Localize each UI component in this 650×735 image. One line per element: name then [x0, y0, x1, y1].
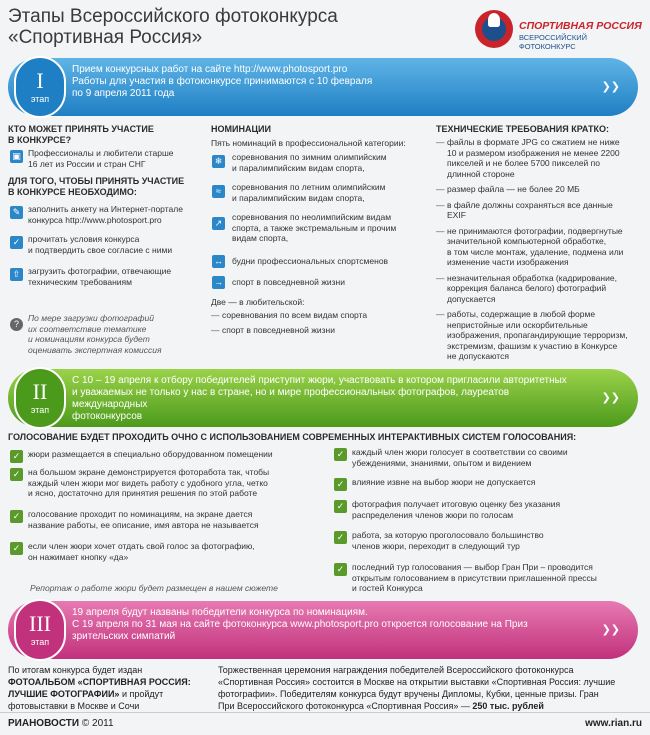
tech-heading: ТЕХНИЧЕСКИЕ ТРЕБОВАНИЯ КРАТКО:	[436, 124, 609, 134]
stage-3-text: 19 апреля будут названы победители конкурса по номинациям. С 19 апреля по 31 мая на сайте фотоконкурса www.photosport.pro откроется голосование на Приз зрительских симпатий	[72, 607, 528, 642]
nomination-4: будни профессиональных спортсменов	[232, 256, 389, 266]
nomination-1: соревнования по зимним олимпийским и паралимпийским видам спорта,	[232, 152, 387, 173]
voting-item: на большом экране демонстрируется фоторабота так, чтобы каждый член жюри мог видеть работу с удобного угла, четко и ясно, достаточно для принятия решения по этой работе	[28, 467, 270, 498]
double-chevron-right-icon: ❯❯	[601, 392, 620, 404]
brand: РИАНОВОСТИ © 2011	[8, 718, 114, 729]
check-icon: ✓	[10, 510, 23, 523]
page-title: Этапы Всероссийского фотоконкурса «Спортивная Россия»	[8, 6, 338, 48]
check-icon: ✓	[10, 468, 23, 481]
nomination-2: соревнования по летним олимпийским и паралимпийским видам спорта,	[232, 182, 386, 203]
voting-item: каждый член жюри голосует в соответствии со своими убеждениями, знаниями, опытом и видением	[352, 447, 568, 468]
tech-item: — размер файла — не более 20 МБ	[436, 184, 646, 195]
tech-item: — не принимаются фотографии, подвергнутые значительной компьютерной обработке, в том числе монтаж, удаление, подмена или изменение части изображения	[436, 226, 646, 268]
voting-item: если член жюри хочет отдать свой голос за фотографию, он нажимает кнопку «да»	[28, 541, 255, 562]
runner-icon: →	[214, 277, 223, 287]
nomination-5: спорт в повседневной жизни	[232, 277, 345, 287]
voting-heading: ГОЛОСОВАНИЕ БУДЕТ ПРОХОДИТЬ ОЧНО С ИСПОЛЬЗОВАНИЕМ СОВРЕМЕННЫХ ИНТЕРАКТИВНЫХ СИСТЕМ ГОЛОСОВАНИЯ:	[8, 432, 577, 442]
need-heading: ДЛЯ ТОГО, ЧТОБЫ ПРИНЯТЬ УЧАСТИЕ В КОНКУРСЕ НЕОБХОДИМО:	[8, 176, 185, 197]
check-icon: ✓	[10, 450, 23, 463]
step-1: заполнить анкету на Интернет-портале конкурса http://www.photosport.pro	[28, 204, 183, 225]
voting-item: жюри размещается в специально оборудованном помещении	[28, 449, 273, 459]
tech-item: — файлы в формате JPG со сжатием не ниже 10 и размером изображения не менее 2200 пикселей и не более 5700 пикселей по длинной стороне	[436, 137, 646, 179]
nomination-3: соревнования по неолимпийским видам спорта, а также экстремальным и прочим видам спорта,	[232, 212, 397, 243]
step-2: прочитать условия конкурса и подтвердить свое согласие с ними	[28, 234, 173, 255]
stage-2-badge: II этап	[14, 367, 66, 429]
skier-icon: ❄	[212, 155, 225, 168]
voting-item: влияние извне на выбор жюри не допускается	[352, 477, 536, 487]
tech-item: — работы, содержащие в любой форме непристойные или оскорбительные изображения, пропагандирующие терроризм, экстремизм, фашизм к участию в Конкурсе не допускаются	[436, 309, 646, 362]
amateur-list: — соревнования по всем видам спорта — спорт в повседневной жизни	[211, 310, 401, 335]
voting-item: последний тур голосования — выбор Гран При – проводится открытым голосованием в присутствии приглашенной прессы и гостей Конкурса	[352, 562, 597, 593]
report-note: Репортаж о работе жюри будет размещен в нашем сюжете	[30, 583, 278, 593]
double-chevron-right-icon: ❯❯	[601, 624, 620, 636]
nominations-heading: НОМИНАЦИИ	[211, 124, 271, 134]
stage-2-text: С 10 – 19 апреля к отбору победителей приступит жюри, участвовать в котором пригласили авторитетных и уважаемых не только у нас в стране, но и мире профессиональных фотографов, лауреатов международных фотоконкурсов	[72, 375, 567, 422]
stage-3-badge: III этап	[14, 599, 66, 661]
site-link[interactable]: www.rian.ru	[585, 718, 642, 729]
tech-list	[436, 137, 646, 362]
voting-item: работа, за которую проголосовало большинство членов жюри, переходит в следующий тур	[352, 530, 544, 551]
check-icon: ✓	[334, 478, 347, 491]
logo	[475, 10, 645, 50]
tech-item: — в файле должны сохраняться все данные EXIF	[436, 200, 646, 221]
tech-item: — незначительная обработка (кадрирование, коррекция баланса белого) фотографий допускается	[436, 273, 646, 305]
extreme-icon: ↗	[212, 217, 225, 230]
people-icon: ▣	[10, 150, 23, 163]
voting-item: фотография получает итоговую оценку без указания распределения членов жюри по голосам	[352, 499, 561, 520]
stage-2-banner	[8, 369, 638, 427]
who-text: Профессионалы и любители старше 16 лет из России и стран СНГ	[28, 148, 174, 169]
info-icon: ?	[10, 318, 23, 331]
stage-1-badge: I этап	[14, 56, 66, 118]
check-icon: ✓	[334, 500, 347, 513]
logo-emblem	[475, 10, 513, 48]
voting-item: голосование проходит по номинациям, на экране дается название работы, ее описание, имя автора не называется	[28, 509, 259, 530]
expert-note: По мере загрузки фотографий их соответствие тематике и номинациям конкурса будет оценивать экспертная комиссия	[28, 313, 162, 355]
stage-1-banner	[8, 58, 638, 116]
amateur-heading: Две — в любительской:	[211, 297, 305, 307]
check-icon: ✓	[334, 563, 347, 576]
ceremony-info: Торжественная церемония награждения победителей Всероссийского фотоконкурса «Спортивная Россия» состоится в Москве на открытии выставки «Спортивная Россия: лучшие фотографии». Победителям конкурса будут вручены Дипломы, Кубки, ценные призы. Гран При Всероссийского фотоконкурса «Спортивная Россия» — 250 тыс. рублей	[218, 665, 616, 711]
double-chevron-right-icon: ❯❯	[601, 81, 620, 93]
swimmer-icon: ≈	[212, 185, 225, 198]
nominations-sub: Пять номинаций в профессиональной категории:	[211, 138, 406, 148]
dumbbell-icon: ↔	[214, 256, 223, 266]
logo-title: СПОРТИВНАЯ РОССИЯ	[519, 20, 642, 32]
who-heading: КТО МОЖЕТ ПРИНЯТЬ УЧАСТИЕ В КОНКУРСЕ?	[8, 124, 154, 145]
check-icon: ✓	[10, 542, 23, 555]
stage-1-text: Прием конкурсных работ на сайте http://www.photosport.pro Работы для участия в фотоконкурсе принимаются с 10 февраля по 9 апреля 2011 года	[72, 64, 373, 99]
logo-subtitle: ВСЕРОССИЙСКИЙ ФОТОКОНКУРС	[519, 33, 588, 51]
check-icon: ✓	[334, 531, 347, 544]
checkbox-icon: ✓	[10, 236, 23, 249]
form-icon: ✎	[10, 206, 23, 219]
step-3: загрузить фотографии, отвечающие техническим требованиям	[28, 266, 172, 287]
check-icon: ✓	[334, 448, 347, 461]
stage-3-banner	[8, 601, 638, 659]
upload-icon: ⇧	[10, 268, 23, 281]
album-info: По итогам конкурса будет издан ФОТОАЛЬБОМ «СПОРТИВНАЯ РОССИЯ: ЛУЧШИЕ ФОТОГРАФИИ» и пройдут фотовыставки в Москве и Сочи	[8, 665, 191, 711]
footer-bar	[0, 712, 650, 735]
